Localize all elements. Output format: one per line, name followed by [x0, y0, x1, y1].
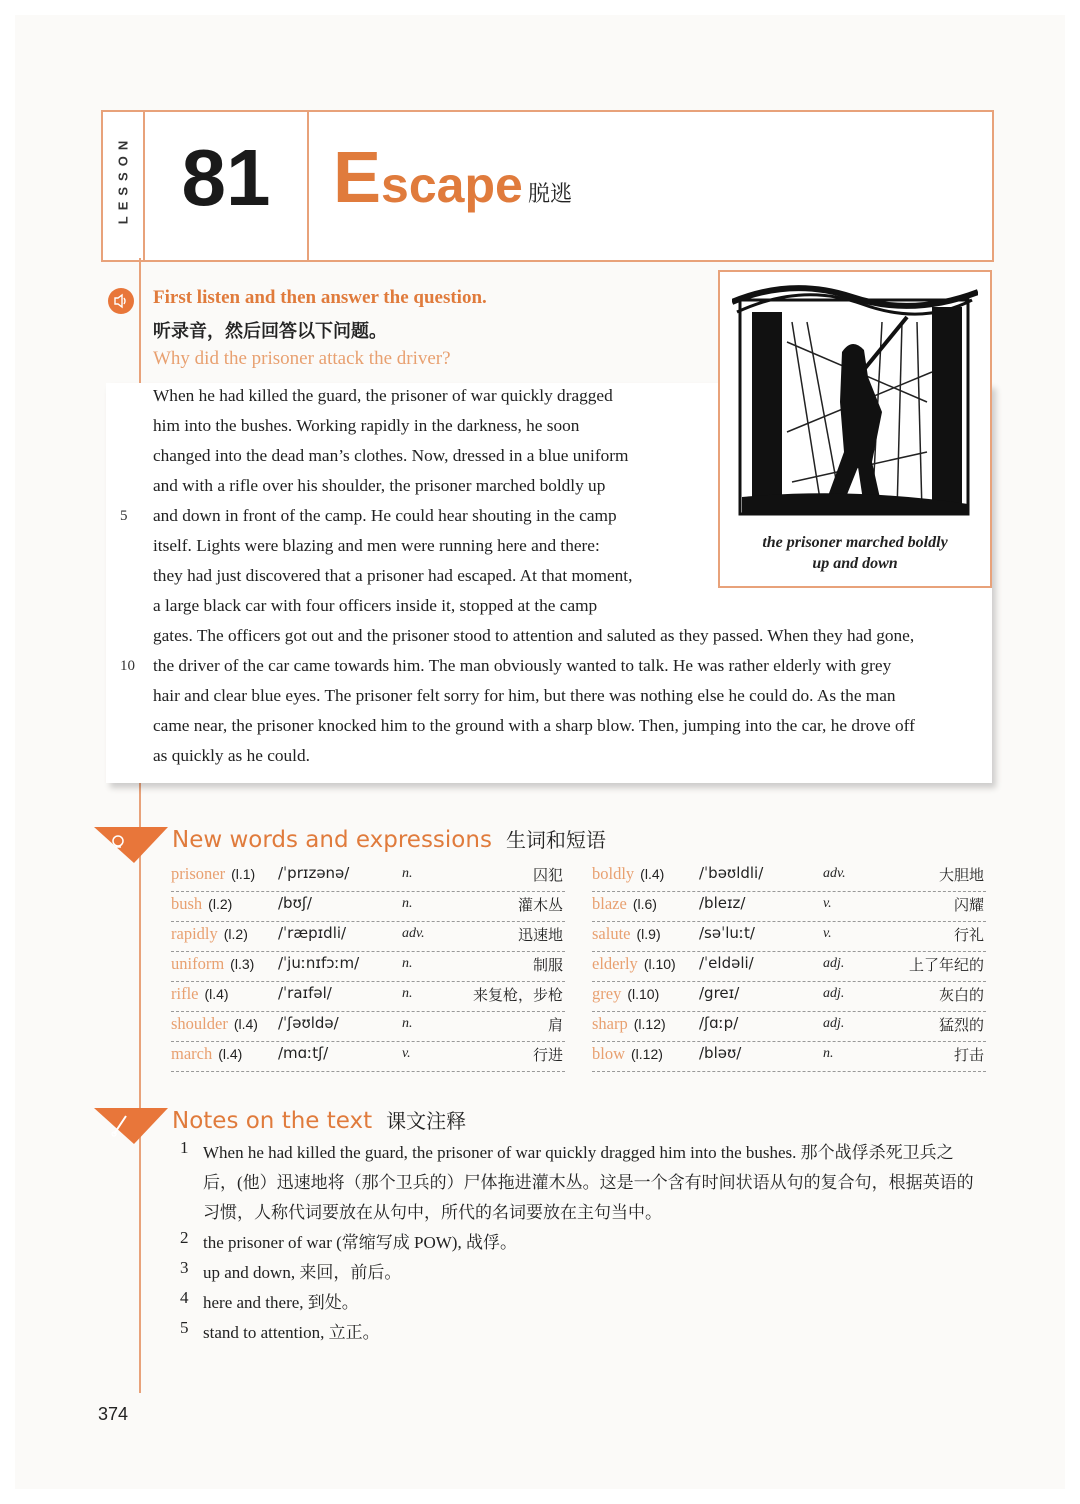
text-line: as quickly as he could.	[153, 746, 310, 765]
lesson-header	[101, 110, 994, 262]
vocab-word: march (l.4)	[171, 1044, 243, 1063]
line-number: 10	[120, 658, 135, 674]
vocab-word: boldly (l.4)	[592, 864, 665, 883]
vocab-word: blow (l.12)	[592, 1044, 663, 1063]
vocab-meaning: 行礼	[953, 926, 984, 944]
lesson-title-initial: E	[333, 138, 382, 218]
vocab-pos: n.	[402, 956, 413, 971]
text-line: itself. Lights were blazing and men were running here and there:	[153, 536, 600, 555]
lesson-tab	[103, 112, 145, 260]
listen-instruction-en: First listen and then answer the question.	[153, 287, 487, 308]
vocab-meaning: 行进	[532, 1046, 563, 1064]
note-line: up and down, 来回，前后。	[203, 1263, 402, 1282]
vocab-pos: adv.	[402, 926, 425, 941]
vocab-word: elderly (l.10)	[592, 954, 676, 973]
vocab-phonetic: /bleɪz/	[699, 894, 746, 912]
lesson-title	[333, 137, 523, 219]
lesson-number-box	[145, 112, 309, 260]
vocab-word: salute (l.9)	[592, 924, 661, 943]
vocab-row	[171, 981, 565, 1012]
text-line: changed into the dead man’s clothes. Now, dressed in a blue uniform	[153, 446, 629, 465]
vocab-word: rifle (l.4)	[171, 984, 229, 1003]
vocab-word: shoulder (l.4)	[171, 1014, 258, 1033]
listen-question: Why did the prisoner attack the driver?	[153, 348, 451, 369]
vocab-meaning: 灰白的	[938, 986, 984, 1004]
vocab-phonetic: /ˈjuːnɪfɔːm/	[278, 954, 360, 972]
vocab-pos: n.	[402, 986, 413, 1001]
prisoner-illustration	[732, 282, 978, 522]
vocab-phonetic: /ˈprɪzənə/	[278, 864, 350, 882]
notes-heading-cn: 课文注释	[386, 1109, 467, 1133]
vocab-row	[171, 891, 565, 922]
vocab-row	[592, 921, 986, 952]
vocab-row	[171, 1041, 565, 1072]
text-line: the driver of the car came towards him. The man obviously wanted to talk. He was rather elderly with grey	[153, 656, 892, 675]
illustration-frame	[718, 270, 992, 588]
vocab-row	[592, 981, 986, 1012]
caption-line: the prisoner marched boldly	[762, 534, 948, 551]
text-line: When he had killed the guard, the prisoner of war quickly dragged	[153, 386, 613, 405]
vocab-meaning: 大胆地	[938, 866, 984, 884]
notes-heading-en: Notes on the text	[172, 1108, 373, 1134]
note-number: 1	[180, 1138, 189, 1157]
lesson-title-cn: 脱逃	[528, 182, 573, 207]
vocab-pos: n.	[402, 896, 413, 911]
vocab-heading	[172, 824, 606, 853]
pen-icon	[94, 1106, 168, 1146]
vocab-pos: n.	[823, 1046, 834, 1061]
lesson-number: 81	[181, 133, 271, 222]
illustration-caption	[720, 532, 990, 574]
text-line: him into the bushes. Working rapidly in the darkness, he soon	[153, 416, 580, 435]
text-line: gates. The officers got out and the prisoner stood to attention and saluted as they passed. When they had gone,	[153, 626, 915, 645]
vocab-row	[171, 1011, 565, 1042]
note-line: the prisoner of war (常缩写成 POW), 战俘。	[203, 1233, 517, 1252]
text-line: came near, the prisoner knocked him to the ground with a sharp blow. Then, jumping into the car, he drove off	[153, 716, 915, 735]
vocab-pos: adj.	[823, 986, 845, 1001]
note-line: 后，(他）迅速地将（那个卫兵的）尸体拖进灌木丛。这是一个含有时间状语从句的复合句，根据英语的	[203, 1173, 974, 1192]
text-line: they had just discovered that a prisoner had escaped. At that moment,	[153, 566, 633, 585]
notes-heading	[172, 1105, 466, 1134]
vocab-meaning: 上了年纪的	[908, 956, 984, 974]
vocab-word: grey (l.10)	[592, 984, 660, 1003]
vocab-phonetic: /ˈbəʊldli/	[699, 864, 764, 882]
vocab-phonetic: /greɪ/	[699, 984, 740, 1002]
vocab-row	[592, 951, 986, 982]
lightbulb-icon	[94, 825, 168, 865]
vocab-word: uniform (l.3)	[171, 954, 255, 973]
line-number: 5	[120, 508, 128, 524]
page-number: 374	[98, 1404, 129, 1424]
vocab-row	[171, 921, 565, 952]
text-line: a large black car with four officers inside it, stopped at the camp	[153, 596, 598, 615]
vocab-row	[592, 1041, 986, 1072]
note-number: 2	[180, 1228, 189, 1247]
note-number: 4	[180, 1288, 189, 1307]
vocab-phonetic: /səˈluːt/	[699, 924, 755, 942]
text-line: hair and clear blue eyes. The prisoner felt sorry for him, but there was nothing else he could do. As the man	[153, 686, 896, 705]
vocab-pos: v.	[823, 926, 832, 941]
vocab-meaning: 打击	[953, 1046, 984, 1064]
vocab-phonetic: /ˈeldəli/	[699, 954, 754, 972]
vocab-word: bush (l.2)	[171, 894, 233, 913]
vocab-meaning: 制服	[532, 956, 563, 974]
vocab-pos: n.	[402, 1016, 413, 1031]
vocab-phonetic: /mɑːtʃ/	[278, 1044, 329, 1062]
note-line: here and there, 到处。	[203, 1293, 359, 1312]
vocab-word: sharp (l.12)	[592, 1014, 666, 1033]
lesson-label: LESSON	[115, 134, 131, 225]
text-line: and with a rifle over his shoulder, the prisoner marched boldly up	[153, 476, 606, 495]
text-line: and down in front of the camp. He could hear shouting in the camp	[153, 506, 617, 525]
vocab-phonetic: /bʊʃ/	[278, 894, 312, 912]
vocab-pos: adv.	[823, 866, 846, 881]
vocab-meaning: 灌木丛	[517, 896, 563, 914]
vocab-meaning: 囚犯	[532, 866, 563, 884]
vocab-meaning: 来复枪，步枪	[472, 986, 563, 1004]
note-number: 5	[180, 1318, 189, 1337]
vocab-word: rapidly (l.2)	[171, 924, 248, 943]
vocab-row	[171, 951, 565, 982]
listen-instruction-cn: 听录音，然后回答以下问题。	[153, 321, 387, 342]
vocab-phonetic: /ˈʃəʊldə/	[278, 1014, 339, 1032]
vocab-word: blaze (l.6)	[592, 894, 657, 913]
vocab-phonetic: /bləʊ/	[699, 1044, 742, 1062]
vocab-heading-cn: 生词和短语	[505, 828, 606, 852]
vocab-pos: adj.	[823, 1016, 845, 1031]
vocab-phonetic: /ˈraɪfəl/	[278, 984, 332, 1002]
vocab-heading-en: New words and expressions	[172, 827, 492, 853]
vocab-pos: v.	[823, 896, 832, 911]
vocab-meaning: 猛烈的	[938, 1016, 984, 1034]
vocab-pos: n.	[402, 866, 413, 881]
vocab-meaning: 迅速地	[517, 926, 563, 944]
vocab-phonetic: /ˈræpɪdli/	[278, 924, 347, 942]
vocab-phonetic: /ʃɑːp/	[699, 1014, 739, 1032]
note-line: stand to attention, 立正。	[203, 1323, 380, 1342]
note-line: 习惯，人称代词要放在从句中，所代的名词要放在主句当中。	[203, 1203, 662, 1222]
caption-line: up and down	[812, 555, 898, 572]
vocab-pos: v.	[402, 1046, 411, 1061]
speaker-icon[interactable]	[108, 288, 134, 314]
vocab-row	[171, 861, 565, 892]
lesson-title-rest: scape	[381, 157, 523, 213]
vocab-pos: adj.	[823, 956, 845, 971]
vocab-word: prisoner (l.1)	[171, 864, 256, 883]
note-line: When he had killed the guard, the prisoner of war quickly dragged him into the bushes. 那个战俘杀死卫兵之	[203, 1143, 954, 1162]
note-number: 3	[180, 1258, 189, 1277]
vocab-meaning: 闪耀	[953, 896, 984, 914]
vocab-row	[592, 861, 986, 892]
vocab-row	[592, 891, 986, 922]
vocab-meaning: 肩	[547, 1016, 563, 1034]
vocab-row	[592, 1011, 986, 1042]
